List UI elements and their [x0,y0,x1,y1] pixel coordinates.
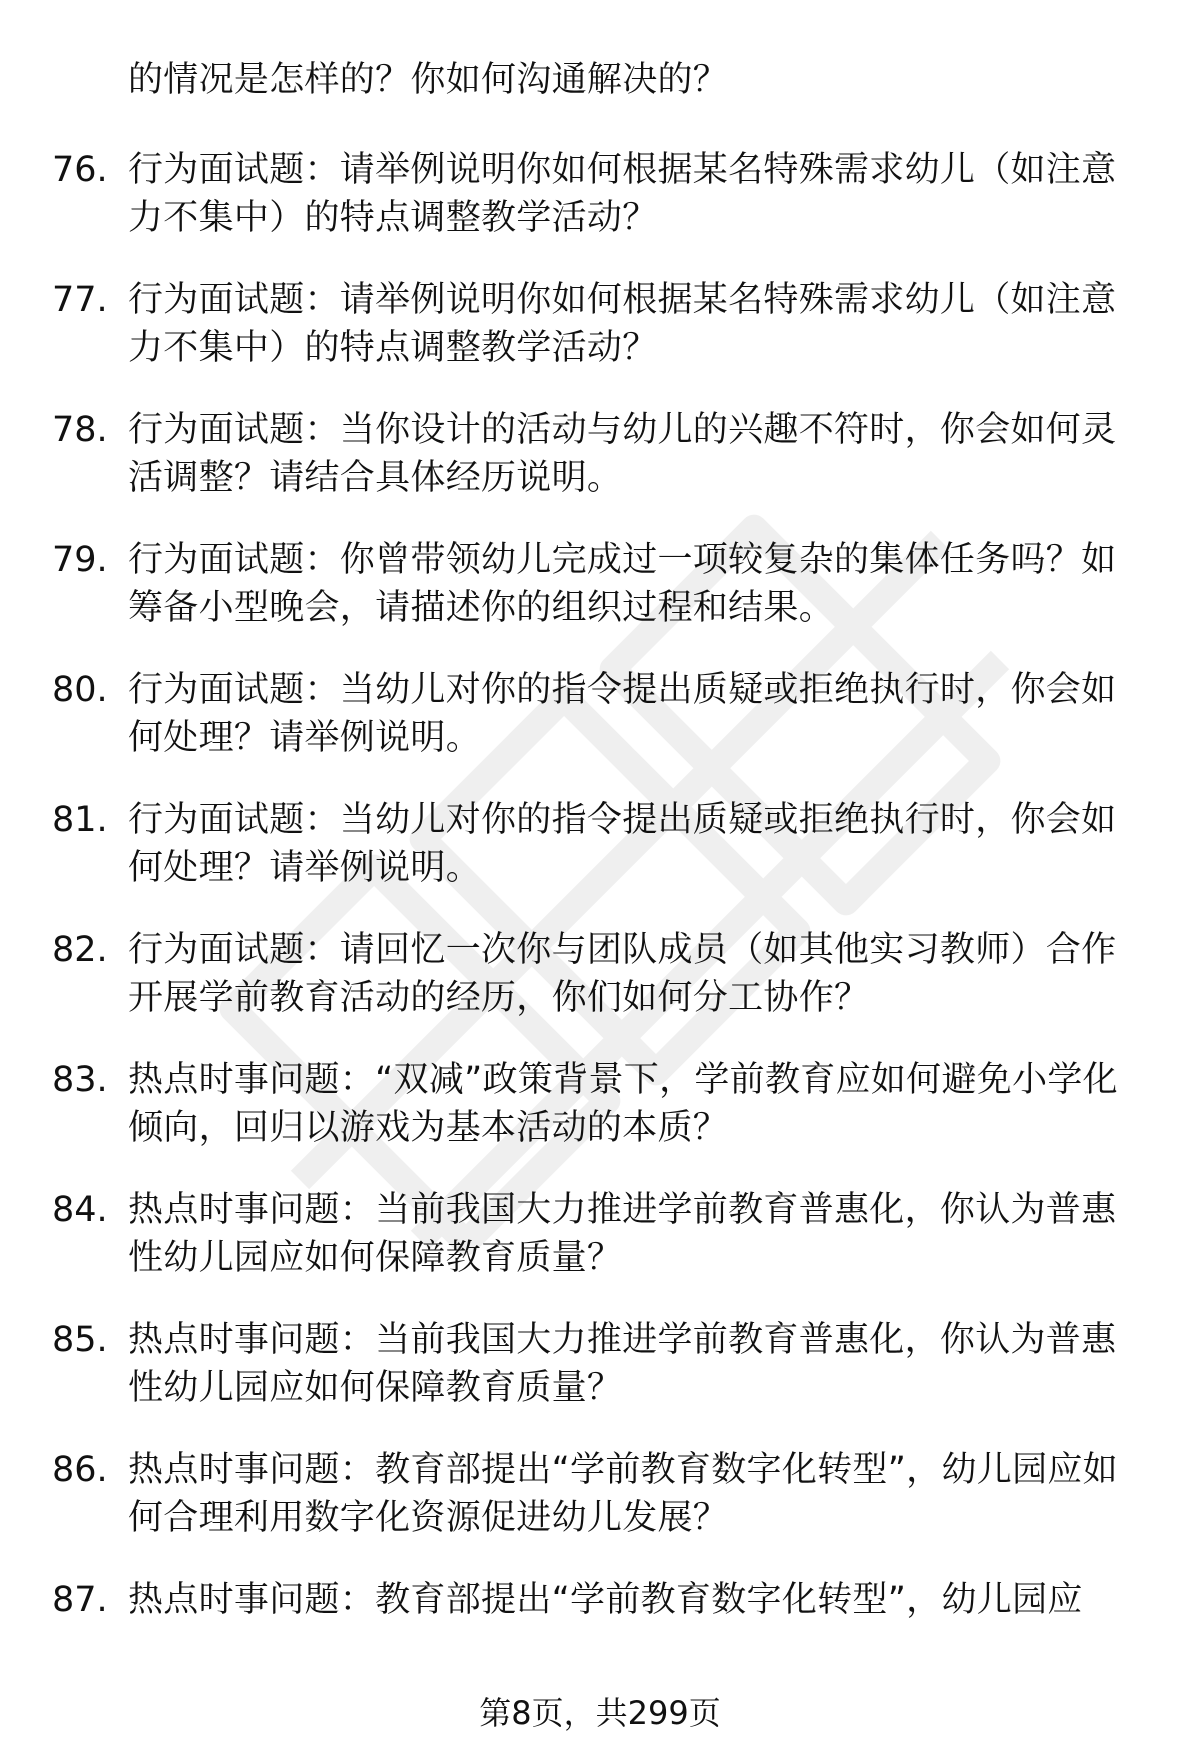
question-number: 87. [52,1580,108,1620]
question-text: 行为面试题：你曾带领幼儿完成过一项较复杂的集体任务吗？如筹备小型晚会，请描述你的组织过程和结果。 [128,540,1117,628]
question-text: 热点时事问题：当前我国大力推进学前教育普惠化，你认为普惠性幼儿园应如何保障教育质量？ [128,1190,1117,1278]
question-item [0,1056,1200,1186]
question-number: 82. [52,930,108,970]
question-item [0,926,1200,1056]
question-text: 行为面试题：当幼儿对你的指令提出质疑或拒绝执行时，你会如何处理？请举例说明。 [128,800,1117,888]
question-number: 84. [52,1190,108,1230]
question-number: 78. [52,410,108,450]
page-footer: 第8页，共299页 [479,1694,721,1732]
question-number: 80. [52,670,108,710]
question-item [0,406,1200,536]
question-number: 83. [52,1060,108,1100]
question-text: 行为面试题：请举例说明你如何根据某名特殊需求幼儿（如注意力不集中）的特点调整教学活动？ [128,280,1117,368]
question-text: 热点时事问题：教育部提出“学前教育数字化转型”，幼儿园应如何合理利用数字化资源促进幼儿发展？ [128,1450,1118,1538]
question-text: 热点时事问题：“双减”政策背景下，学前教育应如何避免小学化倾向，回归以游戏为基本活动的本质？ [128,1060,1118,1148]
question-number: 79. [52,540,108,580]
question-item [0,276,1200,406]
question-number: 76. [52,150,108,190]
question-item [0,536,1200,666]
question-text: 行为面试题：请回忆一次你与团队成员（如其他实习教师）合作开展学前教育活动的经历，你们如何分工协作？ [128,930,1117,1018]
question-text: 热点时事问题：当前我国大力推进学前教育普惠化，你认为普惠性幼儿园应如何保障教育质量？ [128,1320,1117,1408]
question-item [0,146,1200,276]
question-item [0,1446,1200,1576]
question-number: 81. [52,800,108,840]
question-item [0,1316,1200,1446]
question-number: 85. [52,1320,108,1360]
question-item [0,1576,1200,1706]
question-text: 行为面试题：当幼儿对你的指令提出质疑或拒绝执行时，你会如何处理？请举例说明。 [128,670,1117,758]
question-text: 行为面试题：当你设计的活动与幼儿的兴趣不符时，你会如何灵活调整？请结合具体经历说明。 [128,410,1117,498]
question-item [0,666,1200,796]
question-number: 86. [52,1450,108,1490]
continuation-text: 的情况是怎样的？你如何沟通解决的？ [128,60,729,100]
question-item [0,1186,1200,1316]
question-list [0,146,1200,1706]
question-number: 77. [52,280,108,320]
question-text: 热点时事问题：教育部提出“学前教育数字化转型”，幼儿园应 [128,1580,1083,1620]
question-text: 行为面试题：请举例说明你如何根据某名特殊需求幼儿（如注意力不集中）的特点调整教学活动？ [128,150,1117,238]
question-item [0,796,1200,926]
